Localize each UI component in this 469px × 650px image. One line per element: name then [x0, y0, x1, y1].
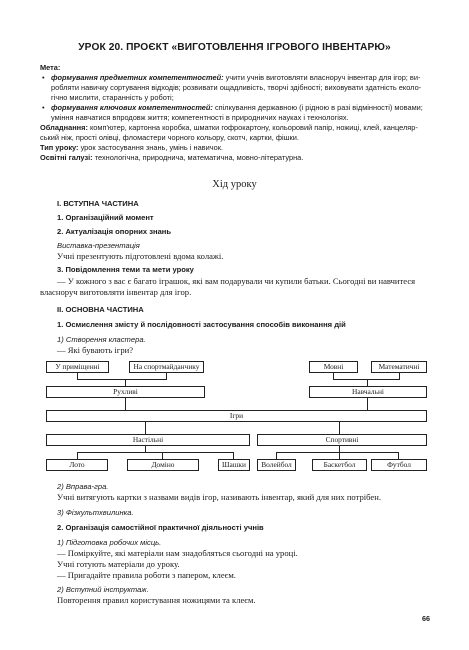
- cluster-football: Футбол: [371, 459, 427, 471]
- equipment: [40, 123, 432, 143]
- cluster-language: Мовні: [309, 361, 358, 373]
- connector-line: [339, 452, 340, 459]
- connector-line: [276, 452, 277, 459]
- lesson-meta: [40, 63, 432, 163]
- connector-line: [162, 452, 163, 459]
- equipment-line2: ський ніж, прості олівці, фломастери чорного кольору, скотч, картки, фішки.: [40, 133, 299, 142]
- edu-fields: [40, 153, 432, 163]
- goal-bullet-key: [40, 103, 432, 123]
- s1-item3-body2: власноруч виготовляти інвентар для ігор.: [40, 287, 192, 297]
- page-number: 66: [422, 614, 430, 623]
- cluster-mobile: Рухливі: [46, 386, 205, 398]
- cluster-checkers: Шашки: [218, 459, 250, 471]
- s2-item1-question: — Які бувають ігри?: [57, 345, 134, 355]
- s2-item2-body1: — Поміркуйте, які матеріали нам знадобляться сьогодні на уроці.: [57, 548, 298, 558]
- s2-item2-sub2: 2) Вступний інструктаж.: [57, 585, 149, 594]
- type-label: Тип уроку:: [40, 143, 79, 152]
- s2-item2: 2. Організація самостійної практичної діяльності учнів: [57, 523, 264, 532]
- cluster-basketball: Баскетбол: [312, 459, 367, 471]
- bullet1-line2: робляти навичку сортування відходів; розвивати ощадливість, творчі здібності; виховувати здатність еколо-: [51, 83, 422, 92]
- s2-item1-sub2-body: Учні витягують картки з назвами видів ігор, називають інвентар, який для них потрібен.: [57, 492, 381, 502]
- bullet2-label: формування ключових компетентностей:: [51, 103, 213, 112]
- cluster-domino: Доміно: [127, 459, 199, 471]
- fields-label: Освітні галузі:: [40, 153, 93, 162]
- s2-item1: 1. Осмислення змісту й послідовності застосування способів виконання дій: [57, 320, 346, 329]
- connector-line: [276, 452, 399, 453]
- cluster-volleyball: Волейбол: [257, 459, 296, 471]
- connector-line: [77, 379, 167, 380]
- cluster-games: Ігри: [46, 410, 427, 422]
- s1-item2: 2. Актуалізація опорних знань: [57, 227, 172, 236]
- s1-item2-subtitle: Виставка-презентація: [57, 241, 140, 250]
- connector-line: [233, 452, 234, 459]
- connector-line: [125, 380, 126, 386]
- connector-line: [145, 422, 146, 434]
- connector-line: [339, 422, 340, 434]
- type-text: урок застосування знань, умінь і навичок.: [78, 143, 223, 152]
- s2-item1-sub3: 3) Фізкультхвилинка.: [57, 508, 134, 517]
- s2-item2-body2: Учні готують матеріали до уроку.: [57, 559, 180, 569]
- cluster-educational: Навчальні: [309, 386, 427, 398]
- bullet2-text: спілкування державною (і рідною в разі відмінності) мовами;: [212, 103, 423, 112]
- connector-line: [367, 398, 368, 410]
- s2-item2-body3: — Пригадайте правила роботи з папером, клеєм.: [57, 570, 236, 580]
- connector-line: [398, 452, 399, 459]
- bullet2-line2: уміння навчатися впродовж життя; компетентності в природничих науках і технологіях.: [51, 113, 349, 122]
- lesson-type: [40, 143, 432, 153]
- s1-item3: 3. Повідомлення теми та мети уроку: [57, 265, 194, 274]
- section-2-heading: ІІ. ОСНОВНА ЧАСТИНА: [57, 305, 144, 314]
- lesson-title: УРОК 20. ПРОЄКТ «ВИГОТОВЛЕННЯ ІГРОВОГО ІНВЕНТАРЮ»: [78, 42, 391, 53]
- equipment-text: комп'ютер, картонна коробка, шматки гофрокартону, кольоровий папір, ножиці, клей, канцеляр-: [87, 123, 418, 132]
- cluster-board: Настільні: [46, 434, 250, 446]
- cluster-sport: Спортивні: [257, 434, 427, 446]
- cluster-lotto: Лото: [46, 459, 108, 471]
- bullet1-text: учити учнів виготовляти власноруч інвентар для ігор; ви-: [223, 73, 421, 82]
- s1-item1: 1. Організаційний момент: [57, 213, 154, 222]
- cluster-math: Математичні: [371, 361, 427, 373]
- s2-item2-body4: Повторення правил користування ножицями та клеєм.: [57, 595, 256, 605]
- bullet1-label: формування предметних компетентностей:: [51, 73, 224, 82]
- connector-line: [125, 398, 126, 410]
- cluster-in-room: У приміщенні: [46, 361, 109, 373]
- bullet-dot-icon: •: [42, 103, 45, 112]
- connector-line: [77, 452, 78, 459]
- connector-line: [367, 380, 368, 386]
- goal-label: Мета:: [40, 63, 61, 72]
- s2-item1-sub2: 2) Вправа-гра.: [57, 482, 109, 491]
- section-1-heading: І. ВСТУПНА ЧАСТИНА: [57, 199, 139, 208]
- cluster-sports-ground: На спортмайданчику: [129, 361, 204, 373]
- goal-bullet-subject: [40, 73, 432, 103]
- s1-item2-body: Учні презентують підготовлені вдома колажі.: [57, 251, 224, 261]
- s2-item1-sub1: 1) Створення кластера.: [57, 335, 146, 344]
- bullet1-line3: гічно мислити, старанність у роботі;: [51, 93, 174, 102]
- connector-line: [77, 452, 234, 453]
- s2-item2-sub1: 1) Підготовка робочих місць.: [57, 538, 162, 547]
- bullet-dot-icon: •: [42, 73, 45, 82]
- equipment-label: Обладнання:: [40, 123, 88, 132]
- fields-text: технологічна, природнича, математична, мовно-літературна.: [92, 153, 304, 162]
- s1-item3-body1: — У кожного з вас є багато іграшок, які вам подарували чи купили батьки. Сьогодні ви навчитеся: [57, 276, 416, 286]
- course-heading: Хід уроку: [212, 179, 257, 190]
